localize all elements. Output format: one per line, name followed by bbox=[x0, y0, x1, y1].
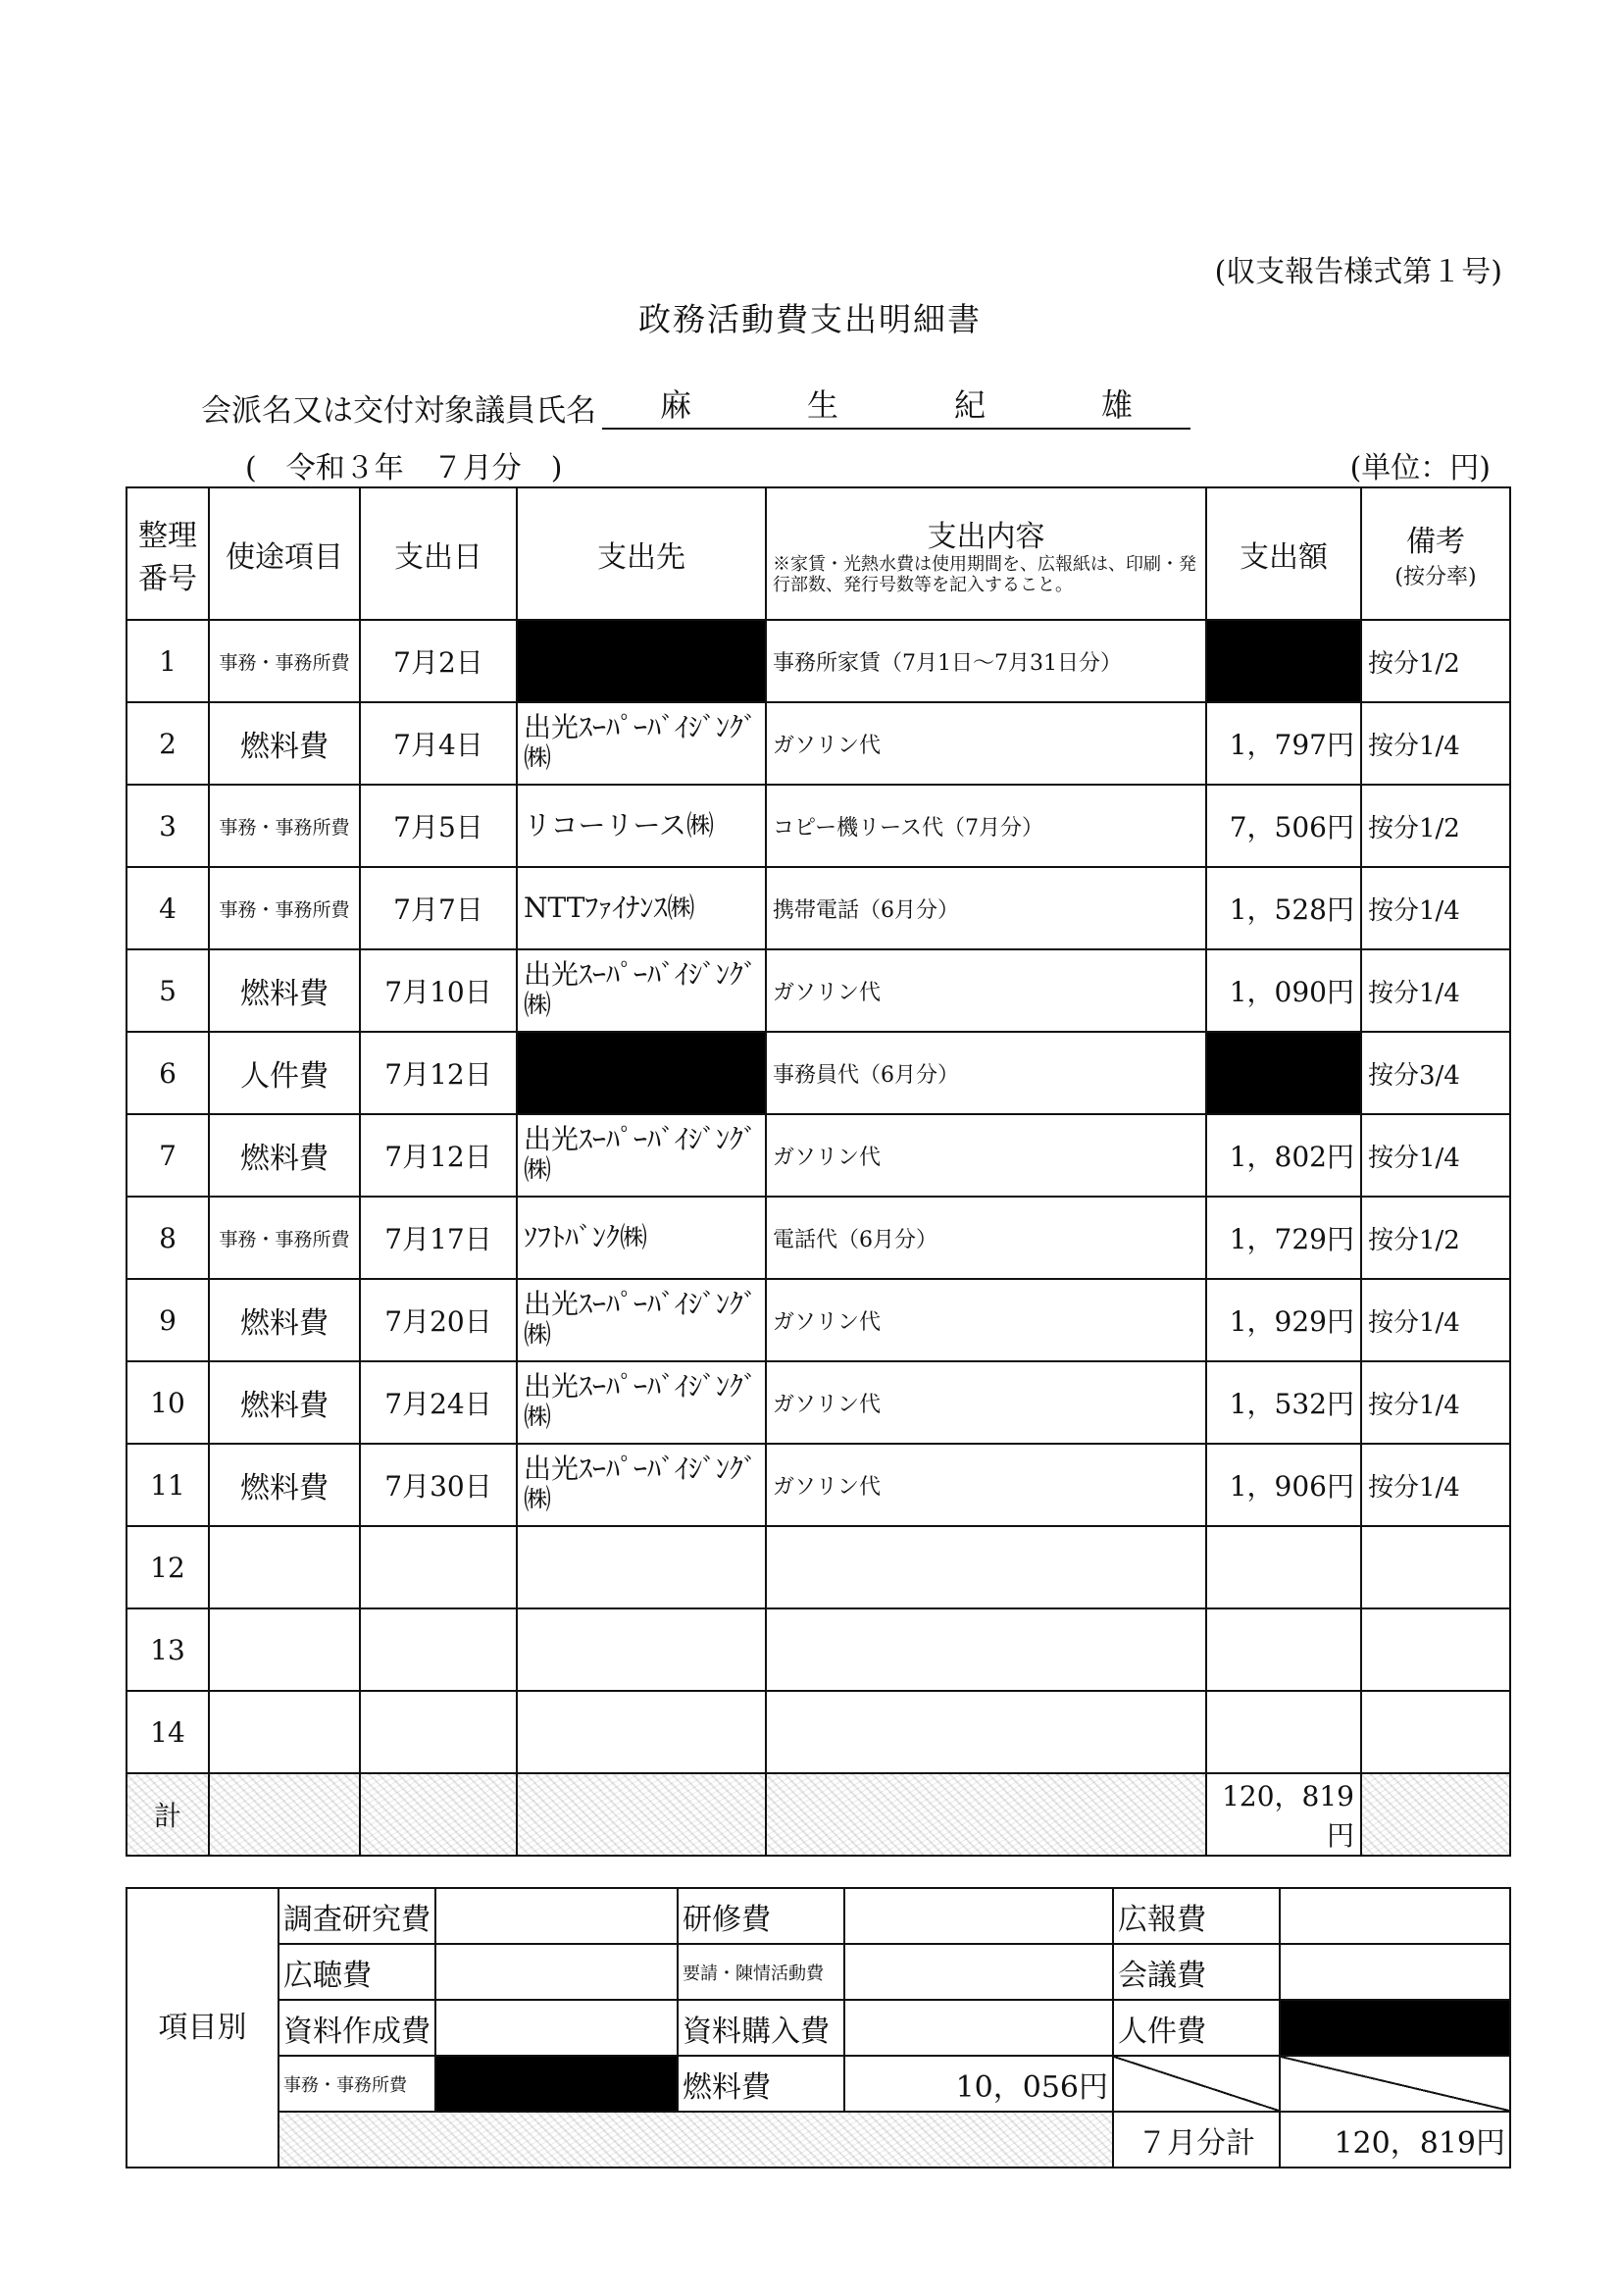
summary-label-hearing: 広聴費 bbox=[278, 1944, 435, 2000]
total-blank bbox=[360, 1773, 517, 1856]
summary-label-pr: 広報費 bbox=[1113, 1888, 1280, 1944]
row-date: 7月24日 bbox=[360, 1361, 517, 1444]
row-payee: NTTﾌｧｲﾅﾝｽ㈱ bbox=[517, 867, 766, 949]
summary-value-office-redacted bbox=[435, 2056, 678, 2112]
row-payee: 出光ｽｰﾊﾟｰﾊﾞｲｼﾞﾝｸﾞ㈱ bbox=[517, 1361, 766, 1444]
table-row bbox=[127, 1361, 1510, 1444]
col-header-payee: 支出先 bbox=[517, 487, 766, 620]
row-purpose: 事務・事務所費 bbox=[209, 867, 360, 949]
row-purpose: 人件費 bbox=[209, 1032, 360, 1114]
row-content: ガソリン代 bbox=[766, 1114, 1206, 1197]
row-content: 事務所家賃（7月1日～7月31日分） bbox=[766, 620, 1206, 702]
total-row bbox=[127, 1773, 1510, 1856]
row-payee: 出光ｽｰﾊﾟｰﾊﾞｲｼﾞﾝｸﾞ㈱ bbox=[517, 1279, 766, 1361]
row-payee-redacted bbox=[517, 1032, 766, 1114]
row-payee: 出光ｽｰﾊﾟｰﾊﾞｲｼﾞﾝｸﾞ㈱ bbox=[517, 702, 766, 785]
row-content: ガソリン代 bbox=[766, 949, 1206, 1032]
summary-side-label: 項目別 bbox=[127, 1888, 278, 2168]
month-total-value: 120，819円 bbox=[1280, 2112, 1510, 2168]
row-note: 按分1/4 bbox=[1361, 867, 1510, 949]
row-note: 按分3/4 bbox=[1361, 1032, 1510, 1114]
month-total-label: ７月分計 bbox=[1113, 2112, 1280, 2168]
total-amount: 120，819円 bbox=[1206, 1773, 1361, 1856]
summary-slash-cell bbox=[1113, 2056, 1280, 2112]
row-content bbox=[766, 1608, 1206, 1691]
col-header-purpose: 使途項目 bbox=[209, 487, 360, 620]
row-content: ガソリン代 bbox=[766, 1444, 1206, 1526]
row-date: 7月5日 bbox=[360, 785, 517, 867]
summary-slash-cell bbox=[1280, 2056, 1510, 2112]
col-header-content bbox=[766, 487, 1206, 620]
row-amount bbox=[1206, 1526, 1361, 1608]
row-no: 11 bbox=[127, 1444, 209, 1526]
row-content bbox=[766, 1691, 1206, 1773]
summary-label-meeting: 会議費 bbox=[1113, 1944, 1280, 2000]
table-row bbox=[127, 1444, 1510, 1526]
row-payee: 出光ｽｰﾊﾟｰﾊﾞｲｼﾞﾝｸﾞ㈱ bbox=[517, 949, 766, 1032]
row-no: 6 bbox=[127, 1032, 209, 1114]
summary-row bbox=[127, 1888, 1510, 1944]
row-no: 2 bbox=[127, 702, 209, 785]
total-blank bbox=[517, 1773, 766, 1856]
table-row bbox=[127, 1197, 1510, 1279]
row-date: 7月4日 bbox=[360, 702, 517, 785]
row-no: 10 bbox=[127, 1361, 209, 1444]
row-date bbox=[360, 1608, 517, 1691]
row-no: 9 bbox=[127, 1279, 209, 1361]
col-header-date: 支出日 bbox=[360, 487, 517, 620]
row-date: 7月2日 bbox=[360, 620, 517, 702]
summary-label-materials-make: 資料作成費 bbox=[278, 2000, 435, 2056]
row-no: 3 bbox=[127, 785, 209, 867]
table-row bbox=[127, 1526, 1510, 1608]
row-no: 8 bbox=[127, 1197, 209, 1279]
summary-label-research: 調査研究費 bbox=[278, 1888, 435, 1944]
summary-label-training: 研修費 bbox=[678, 1888, 844, 1944]
row-no: 14 bbox=[127, 1691, 209, 1773]
table-row bbox=[127, 1032, 1510, 1114]
row-date: 7月7日 bbox=[360, 867, 517, 949]
summary-label-personnel: 人件費 bbox=[1113, 2000, 1280, 2056]
row-purpose: 事務・事務所費 bbox=[209, 785, 360, 867]
summary-value-materials-buy bbox=[844, 2000, 1113, 2056]
row-content: ガソリン代 bbox=[766, 702, 1206, 785]
row-content: コピー機リース代（7月分） bbox=[766, 785, 1206, 867]
row-purpose bbox=[209, 1691, 360, 1773]
row-no: 13 bbox=[127, 1608, 209, 1691]
member-name-char: 雄 bbox=[1100, 386, 1133, 424]
row-purpose bbox=[209, 1608, 360, 1691]
period: ( 令和３年 ７月分 ) bbox=[245, 451, 563, 485]
row-content: 携帯電話（6月分） bbox=[766, 867, 1206, 949]
col-header-amount: 支出額 bbox=[1206, 487, 1361, 620]
row-date: 7月12日 bbox=[360, 1032, 517, 1114]
summary-value-training bbox=[844, 1888, 1113, 1944]
row-note: 按分1/4 bbox=[1361, 1279, 1510, 1361]
summary-label-office: 事務・事務所費 bbox=[278, 2056, 435, 2112]
unit-label: (単位：円) bbox=[1349, 451, 1491, 485]
table-row bbox=[127, 785, 1510, 867]
row-note: 按分1/4 bbox=[1361, 1444, 1510, 1526]
row-amount: 1，090円 bbox=[1206, 949, 1361, 1032]
row-date bbox=[360, 1691, 517, 1773]
summary-blank-band bbox=[278, 2112, 1113, 2168]
col-header-note-title: 備考 bbox=[1406, 525, 1465, 559]
form-number: (収支報告様式第１号) bbox=[1214, 255, 1502, 289]
summary-value-fuel: 10，056円 bbox=[844, 2056, 1113, 2112]
row-amount: 1，802円 bbox=[1206, 1114, 1361, 1197]
row-no: 5 bbox=[127, 949, 209, 1032]
summary-label-petition: 要請・陳情活動費 bbox=[678, 1944, 844, 2000]
category-summary-table bbox=[126, 1887, 1511, 2168]
col-header-note-sub: (按分率) bbox=[1394, 565, 1477, 589]
member-name-char: 生 bbox=[806, 386, 838, 424]
row-no: 12 bbox=[127, 1526, 209, 1608]
table-row bbox=[127, 1691, 1510, 1773]
member-row bbox=[201, 381, 1190, 430]
row-amount: 1，906円 bbox=[1206, 1444, 1361, 1526]
table-row bbox=[127, 1114, 1510, 1197]
summary-row bbox=[127, 2056, 1510, 2112]
row-amount: 1，532円 bbox=[1206, 1361, 1361, 1444]
col-header-content-title: 支出内容 bbox=[927, 519, 1045, 554]
row-amount: 1，729円 bbox=[1206, 1197, 1361, 1279]
row-content: 電話代（6月分） bbox=[766, 1197, 1206, 1279]
total-blank bbox=[209, 1773, 360, 1856]
row-purpose: 燃料費 bbox=[209, 702, 360, 785]
row-purpose: 燃料費 bbox=[209, 1361, 360, 1444]
summary-value-meeting bbox=[1280, 1944, 1510, 2000]
member-name bbox=[602, 381, 1190, 430]
row-amount: 1，929円 bbox=[1206, 1279, 1361, 1361]
summary-row bbox=[127, 2000, 1510, 2056]
row-date: 7月12日 bbox=[360, 1114, 517, 1197]
row-note: 按分1/2 bbox=[1361, 785, 1510, 867]
member-label: 会派名又は交付対象議員氏名 bbox=[201, 393, 596, 429]
summary-value-materials-make bbox=[435, 2000, 678, 2056]
row-amount-redacted bbox=[1206, 620, 1361, 702]
col-header-content-note: ※家賃・光熱水費は使用期間を、広報紙は、印刷・発行部数、発行号数等を記入すること。 bbox=[773, 553, 1196, 595]
row-date: 7月17日 bbox=[360, 1197, 517, 1279]
summary-value-personnel-redacted bbox=[1280, 2000, 1510, 2056]
table-row bbox=[127, 1608, 1510, 1691]
row-no: 1 bbox=[127, 620, 209, 702]
row-date bbox=[360, 1526, 517, 1608]
row-note: 按分1/4 bbox=[1361, 702, 1510, 785]
table-row bbox=[127, 702, 1510, 785]
row-amount: 1，528円 bbox=[1206, 867, 1361, 949]
total-blank bbox=[1361, 1773, 1510, 1856]
row-date: 7月20日 bbox=[360, 1279, 517, 1361]
row-no: 4 bbox=[127, 867, 209, 949]
row-note bbox=[1361, 1691, 1510, 1773]
row-no: 7 bbox=[127, 1114, 209, 1197]
table-header-row bbox=[127, 487, 1510, 620]
summary-value-petition bbox=[844, 1944, 1113, 2000]
row-note: 按分1/2 bbox=[1361, 620, 1510, 702]
row-note bbox=[1361, 1608, 1510, 1691]
row-payee: リコーリース㈱ bbox=[517, 785, 766, 867]
row-date: 7月30日 bbox=[360, 1444, 517, 1526]
row-amount bbox=[1206, 1691, 1361, 1773]
row-payee bbox=[517, 1526, 766, 1608]
summary-row bbox=[127, 1944, 1510, 2000]
col-header-note bbox=[1361, 487, 1510, 620]
summary-value-pr bbox=[1280, 1888, 1510, 1944]
row-amount: 1，797円 bbox=[1206, 702, 1361, 785]
row-content: 事務員代（6月分） bbox=[766, 1032, 1206, 1114]
table-row bbox=[127, 1279, 1510, 1361]
summary-label-fuel: 燃料費 bbox=[678, 2056, 844, 2112]
row-payee-redacted bbox=[517, 620, 766, 702]
row-purpose bbox=[209, 1526, 360, 1608]
col-header-no: 整理番号 bbox=[127, 487, 209, 620]
table-row bbox=[127, 867, 1510, 949]
row-payee bbox=[517, 1691, 766, 1773]
row-purpose: 事務・事務所費 bbox=[209, 1197, 360, 1279]
summary-value-research bbox=[435, 1888, 678, 1944]
row-amount-redacted bbox=[1206, 1032, 1361, 1114]
row-purpose: 燃料費 bbox=[209, 949, 360, 1032]
summary-value-hearing bbox=[435, 1944, 678, 2000]
summary-total-row bbox=[127, 2112, 1510, 2168]
row-note: 按分1/4 bbox=[1361, 1114, 1510, 1197]
member-name-char: 紀 bbox=[953, 386, 986, 424]
row-payee bbox=[517, 1608, 766, 1691]
row-amount: 7，506円 bbox=[1206, 785, 1361, 867]
row-payee: ｿﾌﾄﾊﾞﾝｸ㈱ bbox=[517, 1197, 766, 1279]
row-purpose: 事務・事務所費 bbox=[209, 620, 360, 702]
row-note: 按分1/4 bbox=[1361, 949, 1510, 1032]
table-row bbox=[127, 949, 1510, 1032]
row-payee: 出光ｽｰﾊﾟｰﾊﾞｲｼﾞﾝｸﾞ㈱ bbox=[517, 1114, 766, 1197]
row-content bbox=[766, 1526, 1206, 1608]
summary-label-materials-buy: 資料購入費 bbox=[678, 2000, 844, 2056]
row-amount bbox=[1206, 1608, 1361, 1691]
document-title: 政務活動費支出明細書 bbox=[638, 300, 982, 338]
row-note: 按分1/4 bbox=[1361, 1361, 1510, 1444]
table-row bbox=[127, 620, 1510, 702]
row-date: 7月10日 bbox=[360, 949, 517, 1032]
expense-table bbox=[126, 486, 1511, 1857]
total-label: 計 bbox=[127, 1773, 209, 1856]
row-content: ガソリン代 bbox=[766, 1361, 1206, 1444]
row-payee: 出光ｽｰﾊﾟｰﾊﾞｲｼﾞﾝｸﾞ㈱ bbox=[517, 1444, 766, 1526]
row-content: ガソリン代 bbox=[766, 1279, 1206, 1361]
row-purpose: 燃料費 bbox=[209, 1444, 360, 1526]
row-note: 按分1/2 bbox=[1361, 1197, 1510, 1279]
total-blank bbox=[766, 1773, 1206, 1856]
row-purpose: 燃料費 bbox=[209, 1114, 360, 1197]
row-purpose: 燃料費 bbox=[209, 1279, 360, 1361]
row-note bbox=[1361, 1526, 1510, 1608]
member-name-char: 麻 bbox=[659, 386, 691, 424]
